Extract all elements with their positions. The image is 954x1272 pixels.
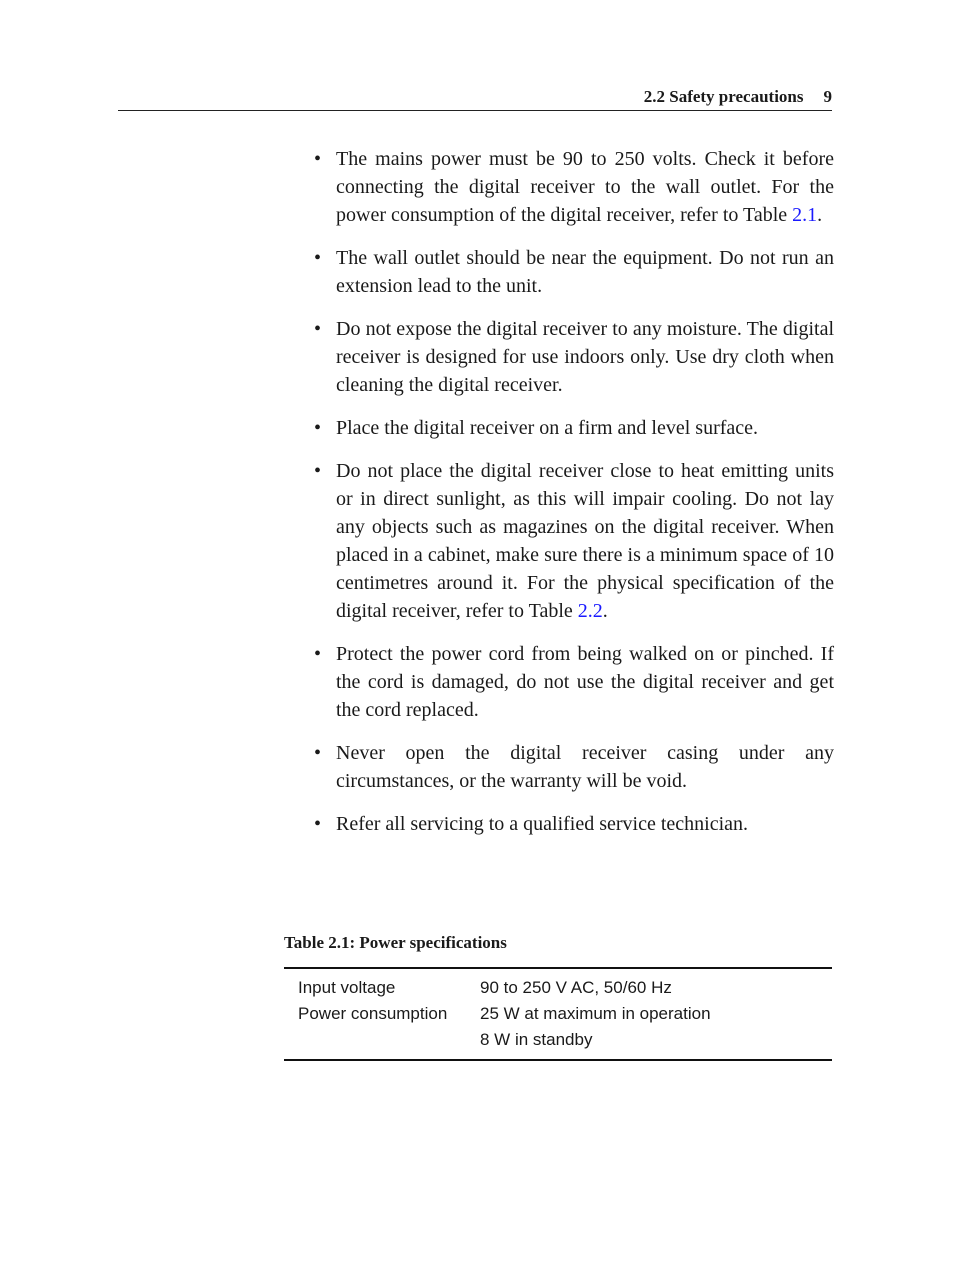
list-item-text: Place the digital receiver on a firm and level surface.: [336, 417, 759, 439]
bullet-icon: •: [314, 742, 322, 764]
table-row: [284, 968, 832, 1001]
bullet-icon: •: [314, 417, 322, 439]
table-cell-value: 25 W at maximum in operation: [480, 1004, 711, 1023]
table-row: [284, 1001, 832, 1027]
list-item-text: Never open the digital receiver casing under any circumstances, or the warranty will be void.: [336, 742, 834, 792]
table-cell-value: 8 W in standby: [480, 1030, 593, 1049]
list-item-text: Do not expose the digital receiver to any moisture. The digital receiver is designed for use indoors only. Use dry cloth when cleaning the digital receiver.: [336, 318, 834, 396]
bullet-icon: •: [314, 318, 322, 340]
list-item: [314, 640, 834, 724]
power-specifications-table: [284, 967, 832, 1061]
list-item-punct: .: [602, 600, 608, 622]
list-item-text: Protect the power cord from being walked on or pinched. If the cord is damaged, do not use the digital receiver and get the cord replaced.: [336, 643, 834, 721]
running-header: [118, 86, 832, 111]
bullet-icon: •: [314, 460, 322, 482]
list-item-text: Refer all servicing to a qualified service technician.: [336, 813, 749, 835]
list-item: [314, 739, 834, 795]
table-cell-label: Power consumption: [298, 1004, 448, 1023]
list-item-text: Do not place the digital receiver close to heat emitting units or in direct sunlight, as this will impair cooling. Do not lay any objects such as magazines on the digital receiver. When placed in a cabinet, make sure there is a minimum space of 10 centimetres around it. For the physical specification of the digital receiver, refer to Table: [336, 460, 834, 622]
list-item: [314, 810, 834, 838]
list-item-text: The wall outlet should be near the equipment. Do not run an extension lead to the unit.: [336, 247, 834, 297]
safety-precautions-list: [314, 145, 834, 853]
table-row: [284, 1027, 832, 1060]
list-item: [314, 457, 834, 625]
page-number: 9: [823, 87, 832, 106]
list-item: [314, 244, 834, 300]
bullet-icon: •: [314, 643, 322, 665]
bullet-icon: •: [314, 148, 322, 170]
list-item: [314, 414, 834, 442]
section-title: 2.2 Safety precautions: [643, 87, 804, 106]
table-cell-value: 90 to 250 V AC, 50/60 Hz: [480, 978, 672, 997]
list-item: [314, 145, 834, 229]
table-ref-link[interactable]: 2.1: [792, 204, 818, 226]
list-item-text: The mains power must be 90 to 250 volts. Check it before connecting the digital receiver to the wall outlet. For the power consumption of the digital receiver, refer to Table: [336, 148, 834, 226]
table-cell-label: Input voltage: [298, 978, 396, 997]
bullet-icon: •: [314, 813, 322, 835]
table-ref-link[interactable]: 2.2: [577, 600, 603, 622]
list-item-punct: .: [817, 204, 823, 226]
bullet-icon: •: [314, 247, 322, 269]
list-item: [314, 315, 834, 399]
table-caption: Table 2.1: Power specifications: [284, 933, 507, 952]
table-cell-label: [284, 1027, 480, 1060]
